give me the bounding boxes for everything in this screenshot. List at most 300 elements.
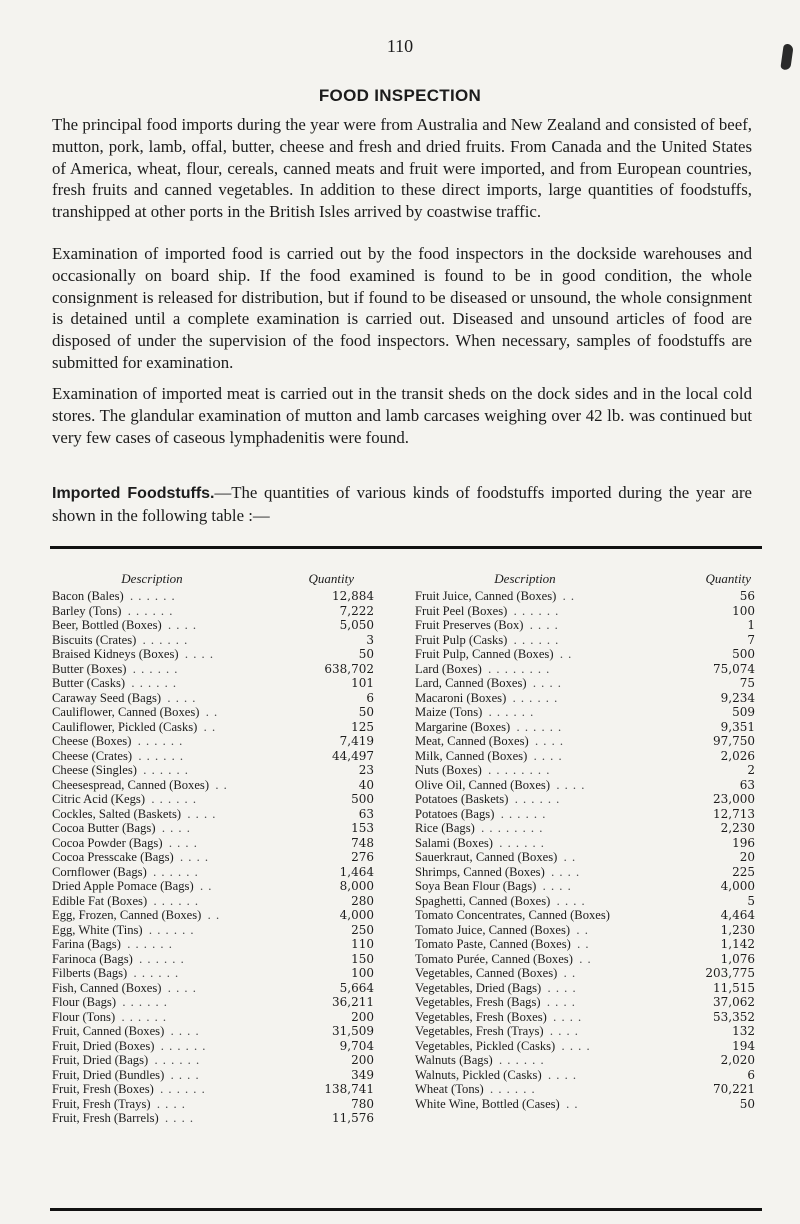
row-description (415, 792, 695, 807)
row-description-text: Milk, Canned (Boxes) (415, 748, 528, 763)
row-leader-dots: . . . . (161, 821, 191, 835)
row-description-text: Braised Kidneys (Boxes) (52, 647, 179, 661)
row-leader-dots: . . . . (529, 618, 559, 632)
row-leader-dots: . . . . . . (142, 632, 189, 647)
row-quantity: 1,230 (720, 922, 755, 937)
table-row (415, 1097, 755, 1112)
table-row (415, 676, 755, 691)
table-row (415, 952, 755, 967)
row-leader-dots: . . . . . . (151, 792, 197, 806)
table-row (52, 618, 374, 633)
row-quantity: 780 (351, 1096, 374, 1111)
row-description-text: Salami (Boxes) (415, 835, 493, 850)
row-quantity: 125 (351, 719, 374, 734)
table-row (52, 908, 374, 923)
row-quantity: 200 (351, 1053, 374, 1067)
table-row (52, 981, 374, 996)
row-description (415, 1053, 695, 1068)
table-row (415, 937, 755, 952)
row-leader-dots: . . (199, 879, 213, 893)
row-quantity: 9,234 (720, 690, 755, 705)
row-leader-dots: . . . . (167, 980, 197, 995)
row-description-text: Fruit, Dried (Boxes) (52, 1038, 155, 1053)
row-leader-dots: . . . . . . (154, 1053, 201, 1067)
table-top-rule (50, 546, 762, 549)
row-leader-dots: . . . . (532, 676, 562, 690)
row-description-text: Vegetables, Fresh (Trays) (415, 1024, 544, 1038)
table-row (415, 749, 755, 764)
table-row (52, 720, 374, 735)
row-description (415, 1082, 695, 1097)
row-leader-dots: . . . . . . (139, 951, 185, 966)
row-description (415, 807, 695, 822)
row-leader-dots: . . . . . . (143, 763, 189, 777)
row-description (415, 720, 695, 735)
row-description-text: Sauerkraut, Canned (Boxes) (415, 850, 558, 864)
table-row (52, 749, 374, 764)
row-description-text: Fruit, Fresh (Trays) (52, 1096, 151, 1111)
row-quantity: 8,000 (339, 879, 374, 893)
table-row (52, 894, 374, 909)
row-quantity: 70,221 (713, 1082, 755, 1096)
row-description (415, 850, 695, 865)
row-leader-dots: . . . . . . (490, 1082, 536, 1096)
row-description (415, 662, 695, 677)
row-leader-dots: . . . . . . (127, 937, 173, 951)
row-description (52, 879, 304, 894)
row-description-text: Nuts (Boxes) (415, 763, 482, 777)
row-description (415, 1039, 695, 1054)
row-description (52, 1068, 304, 1083)
row-description (52, 1024, 304, 1039)
row-quantity: 110 (351, 937, 374, 951)
row-leader-dots: . . (579, 951, 592, 966)
table-right-column (415, 568, 755, 1111)
table-row (52, 836, 374, 851)
row-description-text: Edible Fat (Boxes) (52, 893, 148, 908)
row-leader-dots: . . (203, 719, 217, 734)
row-description (52, 981, 304, 996)
table-row (415, 981, 755, 996)
row-description-text: Cheesespread, Canned (Boxes) (52, 777, 210, 792)
row-description (52, 894, 304, 909)
row-description (52, 865, 304, 880)
row-description-text: Cockles, Salted (Baskets) (52, 806, 182, 821)
row-quantity: 2 (747, 763, 755, 777)
table-row (52, 691, 374, 706)
row-quantity: 50 (358, 705, 374, 719)
row-leader-dots: . . . . . . (498, 1053, 545, 1067)
row-quantity: 53,352 (713, 1009, 755, 1024)
row-description-text: Fruit Preserves (Box) (415, 618, 524, 632)
row-description-text: Cornflower (Bags) (52, 864, 147, 879)
row-leader-dots: . . . . (187, 806, 217, 821)
row-description-text: Fruit, Canned (Boxes) (52, 1024, 165, 1038)
table-row (415, 995, 755, 1010)
row-quantity: 2,230 (720, 821, 755, 835)
row-quantity: 36,211 (332, 995, 374, 1009)
row-leader-dots: . . . . (170, 1024, 200, 1038)
row-description (52, 778, 304, 793)
row-quantity: 150 (351, 951, 374, 966)
row-leader-dots: . . (215, 777, 228, 792)
row-quantity: 500 (732, 647, 755, 661)
row-description (415, 691, 695, 706)
row-description (415, 865, 695, 880)
row-description-text: Tomato Purée, Canned (Boxes) (415, 951, 573, 966)
row-leader-dots: . . (562, 589, 576, 603)
row-description-text: Fruit Pulp (Casks) (415, 632, 508, 647)
row-leader-dots: . . . . . . (122, 995, 168, 1009)
row-leader-dots: . . . . . . (488, 705, 535, 719)
table-row (415, 865, 755, 880)
row-description (52, 836, 304, 851)
row-description (415, 676, 695, 691)
table-row (52, 1097, 374, 1112)
row-quantity: 1,464 (339, 864, 374, 879)
row-leader-dots: . . . . . . (132, 661, 179, 676)
row-leader-dots: . . . . (164, 1111, 195, 1125)
row-description-text: Filberts (Bags) (52, 966, 128, 980)
row-description (52, 1097, 304, 1112)
row-description (415, 1024, 695, 1039)
row-leader-dots: . . . . (534, 734, 565, 748)
row-quantity: 2,026 (720, 748, 755, 763)
row-leader-dots: . . . . (156, 1096, 186, 1111)
row-description (52, 618, 304, 633)
table-row (415, 850, 755, 865)
row-description-text: Farinoca (Bags) (52, 951, 133, 966)
row-leader-dots: . . . . . . (130, 589, 176, 603)
row-leader-dots: . . . . (168, 835, 198, 850)
row-quantity: 5,664 (339, 980, 374, 995)
table-row (52, 952, 374, 967)
row-leader-dots: . . . . . . (127, 603, 174, 618)
table-row (415, 894, 755, 909)
table-row (52, 647, 374, 662)
row-quantity: 6 (747, 1067, 755, 1082)
row-leader-dots: . . . . (553, 1009, 583, 1024)
table-header-left (52, 568, 374, 589)
table-row (415, 923, 755, 938)
row-quantity: 20 (739, 850, 755, 864)
row-quantity: 4,000 (339, 908, 374, 922)
table-row (415, 633, 755, 648)
row-quantity: 11,515 (713, 980, 755, 995)
table-row (52, 995, 374, 1010)
table-row (415, 821, 755, 836)
row-description (52, 966, 304, 981)
row-leader-dots: . . . . (561, 1038, 591, 1053)
table-row (52, 1039, 374, 1054)
row-description (415, 705, 695, 720)
row-leader-dots: . . . . (167, 690, 197, 705)
row-description-text: Biscuits (Crates) (52, 632, 137, 647)
row-description (52, 749, 304, 764)
row-description-text: Farina (Bags) (52, 937, 121, 951)
table-row (52, 1053, 374, 1068)
row-quantity: 100 (351, 966, 374, 980)
row-description-text: Flour (Bags) (52, 995, 117, 1009)
row-leader-dots: . . (577, 937, 590, 951)
row-description (415, 937, 695, 952)
row-leader-dots: . . . . (167, 618, 198, 632)
row-quantity: 138,741 (324, 1082, 374, 1096)
row-description-text: Cheese (Singles) (52, 763, 137, 777)
page-number: 110 (386, 36, 414, 56)
table-row (52, 676, 374, 691)
row-quantity: 349 (351, 1067, 374, 1082)
row-quantity: 9,351 (720, 719, 755, 734)
row-description-text: Fruit, Fresh (Barrels) (52, 1111, 159, 1125)
row-quantity: 200 (351, 1009, 374, 1024)
row-description (52, 908, 304, 923)
row-description-text: Caraway Seed (Bags) (52, 690, 162, 705)
row-leader-dots: . . . . . . (516, 719, 563, 734)
row-quantity: 31,509 (332, 1024, 374, 1038)
row-leader-dots: . . . . . . . . (488, 763, 551, 777)
table-row (52, 1111, 374, 1126)
row-quantity: 250 (351, 922, 374, 937)
table-row (52, 865, 374, 880)
row-leader-dots: . . . . . . . . (488, 661, 551, 676)
row-description (415, 633, 695, 648)
row-leader-dots: . . . . . . (500, 806, 547, 821)
table-row (415, 662, 755, 677)
table-row (52, 589, 374, 604)
table-row (415, 1039, 755, 1054)
row-leader-dots: . . . . (170, 1067, 200, 1082)
row-quantity: 4,464 (720, 908, 755, 922)
row-leader-dots: . . . . (547, 980, 577, 995)
row-description (415, 778, 695, 793)
row-quantity: 132 (732, 1024, 755, 1038)
row-quantity: 276 (351, 850, 374, 864)
row-quantity: 203,775 (705, 966, 755, 980)
table-row (52, 1068, 374, 1083)
row-description (52, 792, 304, 807)
row-description-text: Barley (Tons) (52, 603, 122, 618)
row-quantity: 2,020 (720, 1053, 755, 1067)
row-leader-dots: . . (559, 647, 573, 661)
row-description-text: Egg, White (Tins) (52, 922, 143, 937)
row-description (415, 1068, 695, 1083)
row-leader-dots: . . . . . . (160, 1038, 207, 1053)
row-quantity: 50 (358, 647, 374, 661)
table-row (415, 792, 755, 807)
row-leader-dots: . . . . (184, 647, 214, 661)
row-description (52, 937, 304, 952)
row-description (52, 589, 304, 604)
row-quantity: 9,704 (339, 1038, 374, 1053)
row-quantity: 638,702 (324, 661, 374, 676)
row-quantity: 12,713 (713, 806, 755, 821)
paragraph-imports: The principal food imports during the year were from Australia and New Zealand and consisted of beef, mutton, pork, lamb, offal, butter, cheese and fresh and dried fruits. From Canada and the United States of America, wheat, flour, cereals, canned meats and fruit were imported, and from European countries, fresh fruits and canned vegetables. In addition to these direct imports, large quantities of foodstuffs, transhipped at other ports in the British Isles arrived by coastwise traffic. (52, 115, 752, 222)
row-leader-dots: . . . . (547, 1067, 578, 1082)
row-leader-dots: . . . . . . (148, 922, 195, 937)
table-row (415, 763, 755, 778)
row-leader-dots: . . . . (546, 995, 576, 1009)
row-description-text: Cheese (Crates) (52, 748, 133, 763)
row-leader-dots: . . . . . . (160, 1082, 206, 1096)
row-quantity: 4,000 (720, 879, 755, 893)
row-description (415, 1097, 695, 1112)
row-quantity: 23 (358, 763, 374, 777)
row-description-text: Lard (Boxes) (415, 661, 482, 676)
table-row (415, 778, 755, 793)
row-description-text: Meat, Canned (Boxes) (415, 734, 529, 748)
table-left-column (52, 568, 374, 1126)
row-description-text: Fish, Canned (Boxes) (52, 980, 162, 995)
row-description (415, 647, 695, 662)
row-quantity: 509 (732, 705, 755, 719)
row-quantity: 196 (732, 835, 755, 850)
row-description (52, 1053, 304, 1068)
row-description (52, 807, 304, 822)
row-description (415, 589, 695, 604)
row-leader-dots: . . . . . . (153, 893, 200, 908)
table-row (415, 618, 755, 633)
row-quantity: 225 (732, 864, 755, 879)
row-description (415, 894, 695, 909)
header-description-right: Description (494, 571, 556, 586)
page-title: FOOD INSPECTION (318, 86, 482, 105)
row-description (415, 734, 695, 749)
row-description-text: Fruit Peel (Boxes) (415, 603, 508, 618)
row-description-text: Tomato Juice, Canned (Boxes) (415, 922, 571, 937)
row-description-text: Macaroni (Boxes) (415, 690, 507, 705)
row-quantity: 63 (358, 806, 374, 821)
row-description-text: Cauliflower, Pickled (Casks) (52, 719, 198, 734)
table-row (52, 604, 374, 619)
row-description (415, 923, 695, 938)
row-quantity: 75,074 (713, 661, 755, 676)
row-quantity: 50 (739, 1096, 755, 1111)
table-row (415, 647, 755, 662)
row-quantity: 748 (351, 835, 374, 850)
row-description-text: Vegetables, Pickled (Casks) (415, 1038, 556, 1053)
header-quantity-left: Quantity (308, 571, 354, 586)
row-description-text: Lard, Canned (Boxes) (415, 676, 527, 690)
row-description-text: Cocoa Presscake (Bags) (52, 850, 174, 864)
row-description-text: Vegetables, Dried (Bags) (415, 980, 542, 995)
row-description (415, 966, 695, 981)
row-leader-dots: . . . . . . (153, 864, 199, 879)
row-quantity: 194 (732, 1038, 755, 1053)
row-description-text: Vegetables, Fresh (Bags) (415, 995, 541, 1009)
row-quantity: 280 (351, 893, 374, 908)
table-row (52, 879, 374, 894)
row-description-text: Cheese (Boxes) (52, 734, 132, 748)
table-row (52, 937, 374, 952)
row-description (52, 604, 304, 619)
row-quantity: 3 (366, 632, 374, 647)
row-leader-dots: . . . . . . (513, 603, 560, 618)
row-description (52, 1010, 304, 1025)
paragraph-imported-foodstuffs (52, 482, 752, 527)
row-leader-dots: . . . . (533, 748, 563, 763)
table-row (52, 662, 374, 677)
table-row (52, 923, 374, 938)
row-quantity: 5,050 (339, 618, 374, 632)
row-quantity: 12,884 (332, 589, 374, 603)
row-description (415, 981, 695, 996)
row-description-text: Shrimps, Canned (Boxes) (415, 864, 545, 879)
paragraph-examination-food: Examination of imported food is carried out by the food inspectors in the dockside warehouses and occasionally on board ship. If the food examined is found to be in good condition, the whole consignment is released for distribution, but if found to be diseased or unsound, the whole consignment is detained until a complete examination is carried out. Diseased and unsound articles of food are disposed of under the supervision of the food inspectors. When necessary, samples of foodstuffs are submitted for examination. (52, 244, 752, 372)
table-row (415, 836, 755, 851)
table-row (415, 1053, 755, 1068)
row-leader-dots: . . . . . . . . (481, 821, 544, 835)
row-description-text: Citric Acid (Kegs) (52, 792, 146, 806)
row-quantity: 37,062 (713, 995, 755, 1009)
row-description (52, 1111, 304, 1126)
table-row (415, 1024, 755, 1039)
row-quantity: 11,576 (332, 1111, 374, 1125)
row-description-text: Potatoes (Bags) (415, 806, 495, 821)
table-row (415, 1068, 755, 1083)
row-description (52, 1082, 304, 1097)
row-description-text: Fruit, Fresh (Boxes) (52, 1082, 154, 1096)
row-description-text: Fruit, Dried (Bags) (52, 1053, 149, 1067)
row-leader-dots: . . . . . . (514, 792, 561, 806)
row-description (415, 908, 695, 923)
table-row (415, 1010, 755, 1025)
row-leader-dots: . . (566, 1096, 579, 1111)
table-row (415, 807, 755, 822)
row-description-text: Cauliflower, Canned (Boxes) (52, 705, 200, 719)
table-row (52, 1082, 374, 1097)
row-description (52, 995, 304, 1010)
table-header-right (415, 568, 755, 589)
row-description-text: Walnuts, Pickled (Casks) (415, 1067, 542, 1082)
row-description (52, 734, 304, 749)
row-description-text: Cocoa Powder (Bags) (52, 835, 163, 850)
row-leader-dots: . . . . . . (121, 1009, 168, 1024)
row-description (52, 676, 304, 691)
table-row (52, 1010, 374, 1025)
row-description (52, 662, 304, 677)
table-row (415, 966, 755, 981)
imported-foodstuffs-text: —The quantities of various kinds of foodstuffs imported during the year are shown in the following table :— (52, 483, 752, 525)
row-description-text: Beer, Bottled (Boxes) (52, 618, 162, 632)
row-quantity: 153 (351, 821, 374, 835)
table-row (52, 705, 374, 720)
row-quantity: 44,497 (332, 748, 374, 763)
row-description (415, 821, 695, 836)
row-description-text: Cocoa Butter (Bags) (52, 821, 156, 835)
row-description (52, 763, 304, 778)
row-description (52, 952, 304, 967)
row-description (415, 604, 695, 619)
row-description (415, 763, 695, 778)
row-quantity: 23,000 (713, 792, 755, 806)
row-quantity: 63 (739, 777, 755, 792)
row-quantity: 75 (739, 676, 755, 690)
table-row (415, 705, 755, 720)
row-quantity: 1,142 (720, 937, 755, 951)
row-description (52, 705, 304, 720)
row-quantity: 500 (351, 792, 374, 806)
header-description-left: Description (121, 571, 183, 586)
row-description (52, 1039, 304, 1054)
row-description-text: Soya Bean Flour (Bags) (415, 879, 537, 893)
table-row (52, 633, 374, 648)
row-description-text: Olive Oil, Canned (Boxes) (415, 777, 551, 792)
table-row (52, 807, 374, 822)
row-quantity: 7,419 (339, 734, 374, 748)
row-leader-dots: . . . . . . (137, 734, 184, 748)
imported-foodstuffs-subheading: Imported Foodstuffs. (52, 485, 215, 502)
